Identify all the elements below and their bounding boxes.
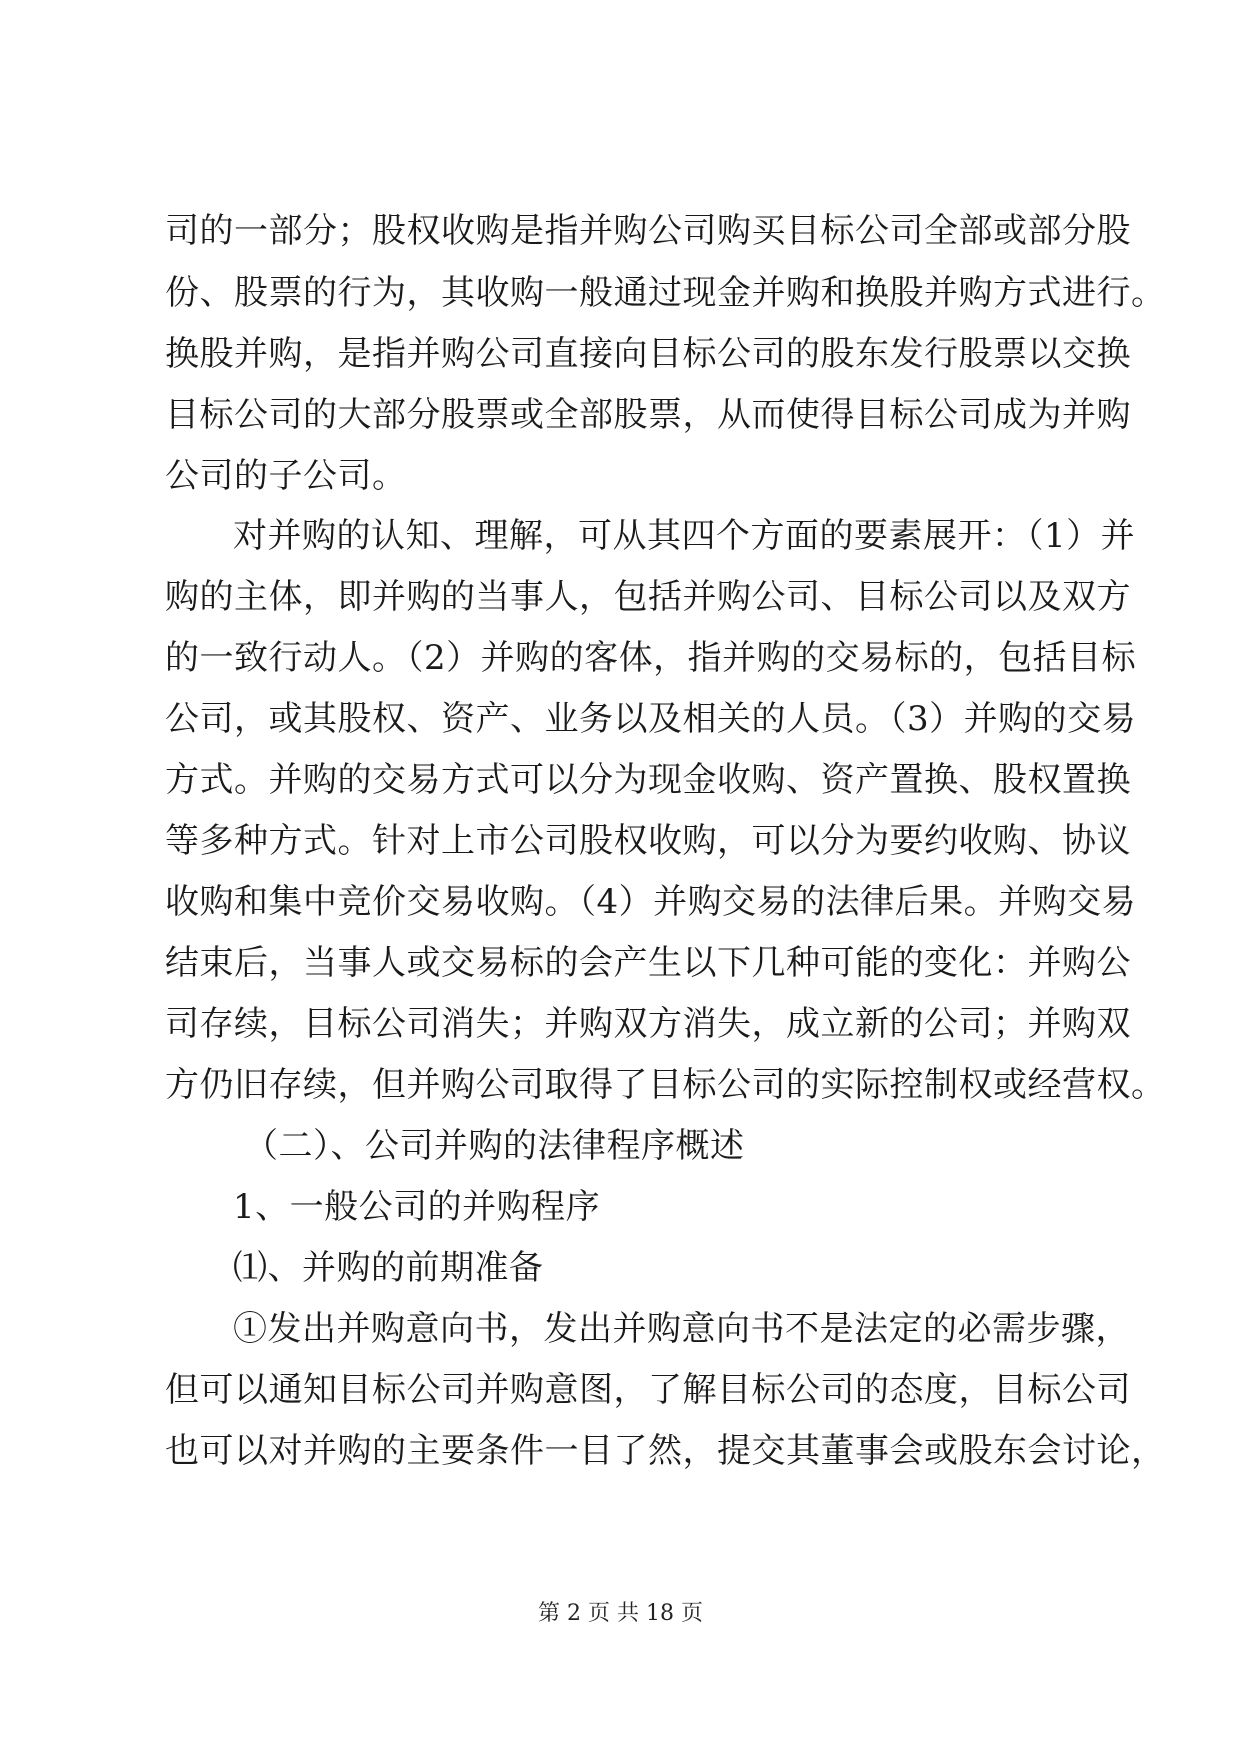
body-text-line: 目标公司的大部分股票或全部股票，从而使得目标公司成为并购 [165,395,1131,435]
body-text-line: 收购和集中竞价交易收购。（4）并购交易的法律后果。并购交易 [165,882,1137,922]
body-text-line: 也可以对并购的主要条件一目了然，提交其董事会或股东会讨论， [165,1431,1166,1471]
subsection-heading: 1、一般公司的并购程序 [233,1187,601,1227]
body-text-line: 换股并购，是指并购公司直接向目标公司的股东发行股票以交换 [165,334,1131,374]
body-text-line: 司存续，目标公司消失；并购双方消失，成立新的公司；并购双 [165,1004,1131,1044]
body-text-line: 方式。并购的交易方式可以分为现金收购、资产置换、股权置换 [165,760,1131,800]
section-heading: （二）、公司并购的法律程序概述 [244,1126,745,1166]
body-text-line: 司的一部分；股权收购是指并购公司购买目标公司全部或部分股 [165,211,1131,251]
body-text-line: 公司，或其股权、资产、业务以及相关的人员。（3）并购的交易 [165,699,1137,739]
body-text-line: 但可以通知目标公司并购意图，了解目标公司的态度，目标公司 [165,1370,1131,1410]
body-text-line: 购的主体，即并购的当事人，包括并购公司、目标公司以及双方 [165,577,1131,617]
body-text-line: 方仍旧存续，但并购公司取得了目标公司的实际控制权或经营权。 [165,1065,1166,1105]
body-text-line: 公司的子公司。 [165,456,407,496]
body-text-line: 结束后，当事人或交易标的会产生以下几种可能的变化：并购公 [165,943,1131,983]
subsection-heading: ⑴、并购的前期准备 [233,1248,544,1288]
page-number-footer: 第 2 页 共 18 页 [538,1601,703,1626]
body-text-line: 份、股票的行为，其收购一般通过现金并购和换股并购方式进行。 [165,273,1166,313]
body-text-line: 等多种方式。针对上市公司股权收购，可以分为要约收购、协议 [165,821,1131,861]
paragraph-first-line: 对并购的认知、理解，可从其四个方面的要素展开：（1）并 [233,516,1136,556]
paragraph-first-line: ①发出并购意向书，发出并购意向书不是法定的必需步骤， [233,1309,1130,1349]
body-text-line: 的一致行动人。（2）并购的客体，指并购的交易标的，包括目标 [165,638,1137,678]
